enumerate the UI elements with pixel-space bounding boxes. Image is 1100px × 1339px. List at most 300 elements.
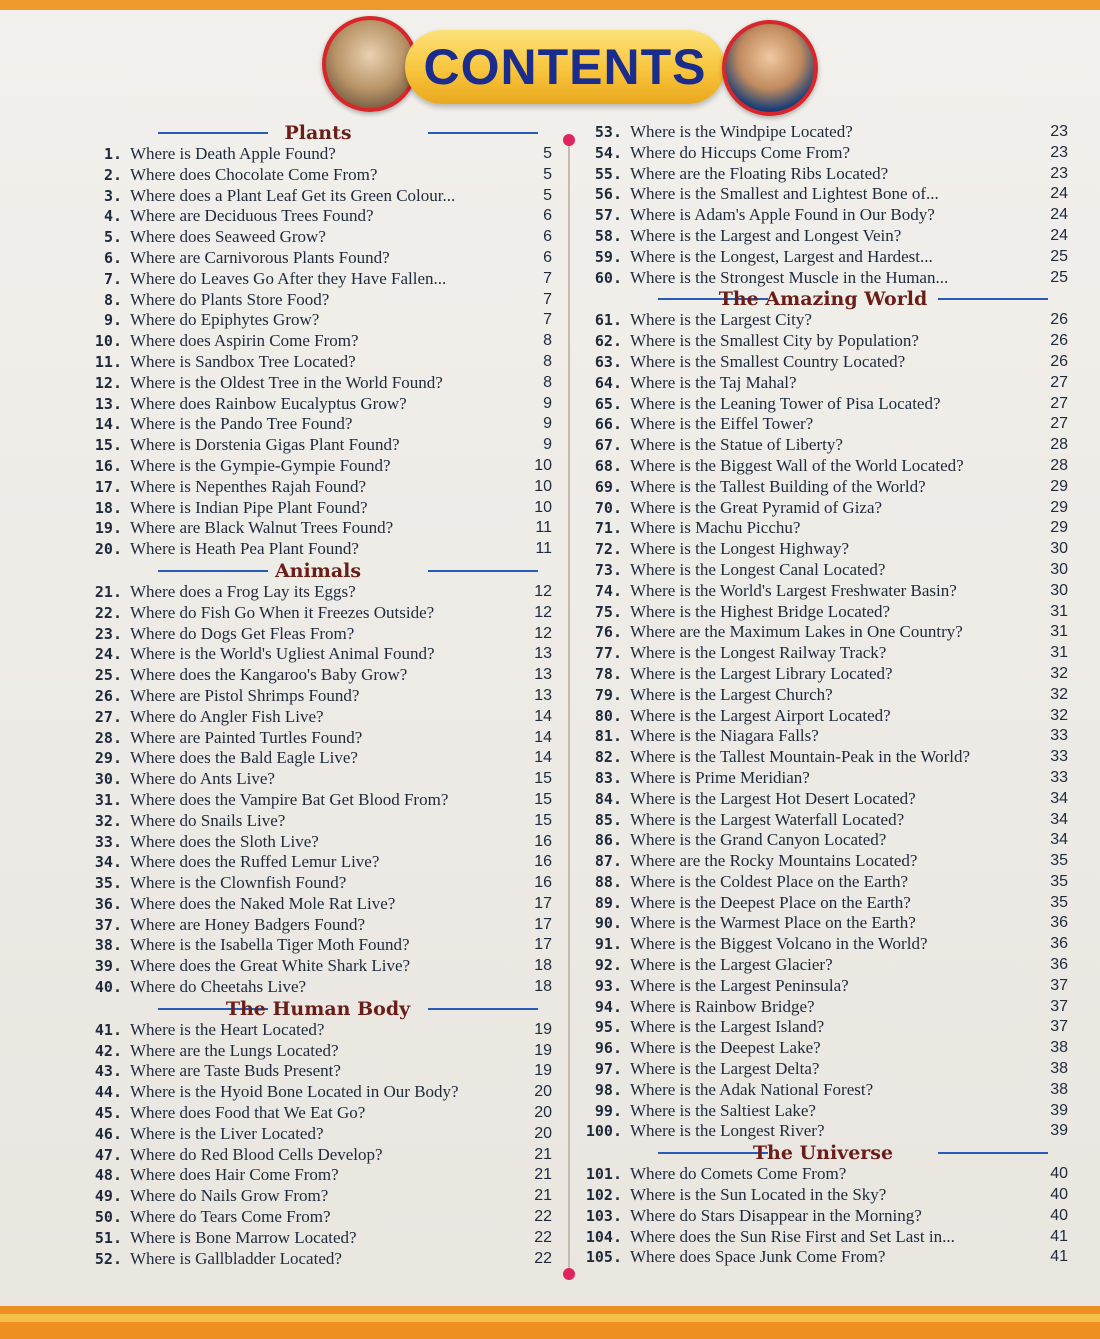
entry-number: 38. [94, 936, 122, 955]
entry-number: 72. [594, 540, 622, 559]
entry-number: 30. [94, 770, 122, 789]
toc-entry [578, 539, 1068, 560]
entry-list [78, 144, 558, 560]
top-border-band [0, 0, 1100, 10]
entry-question: Where is the Largest City? [630, 310, 812, 330]
entry-question: Where does the Vampire Bat Get Blood From? [130, 789, 449, 809]
entry-number: 81. [594, 727, 622, 746]
entry-question: Where do Hiccups Come From? [630, 142, 850, 162]
toc-entry [78, 707, 558, 728]
entry-number: 65. [594, 394, 622, 413]
entry-number: 88. [594, 872, 622, 891]
man-in-suit-portrait-image [722, 20, 818, 116]
entry-page-number: 32 [1050, 685, 1068, 703]
entry-question: Where does the Naked Mole Rat Live? [130, 893, 396, 913]
entry-question: Where is the Longest River? [630, 1121, 825, 1141]
entry-number: 11. [94, 352, 122, 371]
toc-entry [578, 934, 1068, 955]
entry-question: Where is Adam's Apple Found in Our Body? [630, 205, 935, 225]
toc-entry [578, 164, 1068, 185]
entry-page-number: 13 [534, 666, 552, 684]
entry-question: Where do Nails Grow From? [130, 1186, 329, 1206]
toc-entry [78, 582, 558, 603]
entry-page-number: 5 [543, 186, 552, 204]
entry-number: 17. [94, 477, 122, 496]
toc-entry [78, 477, 558, 498]
entry-page-number: 41 [1050, 1248, 1068, 1266]
toc-entry [78, 665, 558, 686]
entry-page-number: 7 [543, 269, 552, 287]
toc-entry [578, 352, 1068, 373]
entry-page-number: 27 [1050, 415, 1068, 433]
entry-page-number: 15 [534, 790, 552, 808]
entry-question: Where is the World's Ugliest Animal Found? [130, 644, 435, 664]
entry-number: 64. [594, 373, 622, 392]
entry-question: Where is the Pando Tree Found? [130, 414, 353, 434]
entry-number: 14. [94, 415, 122, 434]
entry-question: Where is the Longest Railway Track? [630, 643, 887, 663]
section-title: Plants [284, 122, 352, 144]
entry-page-number: 29 [1050, 498, 1068, 516]
entry-question: Where are the Rocky Mountains Located? [630, 851, 918, 871]
toc-entry [578, 913, 1068, 934]
toc-entry [78, 852, 558, 873]
toc-entry [78, 539, 558, 560]
entry-page-number: 11 [535, 540, 552, 558]
entry-page-number: 26 [1050, 352, 1068, 370]
entry-number: 66. [594, 415, 622, 434]
entry-number: 8. [103, 290, 122, 309]
toc-entry [78, 227, 558, 248]
entry-page-number: 33 [1050, 768, 1068, 786]
toc-entry [78, 498, 558, 519]
toc-entry [78, 310, 558, 331]
entry-page-number: 7 [543, 311, 552, 329]
entry-number: 20. [94, 540, 122, 559]
toc-entry [578, 581, 1068, 602]
entry-number: 70. [594, 498, 622, 517]
toc-entry [78, 1228, 558, 1249]
section-title: The Universe [752, 1142, 894, 1165]
entry-page-number: 22 [534, 1249, 552, 1267]
toc-entry [578, 331, 1068, 352]
entry-number: 79. [594, 685, 622, 704]
entry-question: Where do Plants Store Food? [130, 289, 330, 309]
entry-number: 80. [594, 706, 622, 725]
entry-question: Where are Deciduous Trees Found? [130, 206, 374, 226]
toc-entry [578, 1080, 1068, 1101]
toc-entry [578, 997, 1068, 1018]
toc-entry [78, 269, 558, 290]
entry-number: 57. [594, 206, 622, 225]
entry-page-number: 36 [1050, 914, 1068, 932]
entry-question: Where is the Coldest Place on the Earth? [630, 871, 909, 891]
entry-question: Where is the Liver Located? [130, 1123, 324, 1143]
section-title: Animals [274, 559, 362, 582]
entry-page-number: 14 [534, 728, 552, 746]
toc-entry [78, 832, 558, 853]
entry-number: 85. [594, 810, 622, 829]
entry-question: Where is the Largest Delta? [630, 1059, 820, 1079]
entry-number: 10. [94, 332, 122, 351]
toc-entry [578, 435, 1068, 456]
toc-entry [578, 560, 1068, 581]
entry-number: 68. [594, 456, 622, 475]
page-title: CONTENTS [423, 39, 707, 95]
entry-number: 31. [94, 790, 122, 809]
entry-number: 71. [594, 519, 622, 538]
entry-page-number: 40 [1050, 1186, 1068, 1204]
entry-question: Where is the Largest and Longest Vein? [630, 225, 902, 245]
toc-entry [578, 184, 1068, 205]
toc-entry [78, 956, 558, 977]
entry-page-number: 39 [1050, 1122, 1068, 1140]
toc-entry [78, 686, 558, 707]
entry-number: 58. [594, 226, 622, 245]
contents-body [78, 122, 1068, 1302]
entry-question: Where is the Biggest Wall of the World Located? [630, 455, 964, 475]
entry-page-number: 14 [534, 749, 552, 767]
entry-question: Where is the Tallest Mountain-Peak in the World? [630, 747, 971, 767]
entry-question: Where is Heath Pea Plant Found? [130, 539, 359, 559]
toc-entry [578, 143, 1068, 164]
entry-question: Where does the Kangaroo's Baby Grow? [130, 665, 408, 685]
entry-number: 83. [594, 768, 622, 787]
toc-entry [578, 1059, 1068, 1080]
entry-question: Where do Stars Disappear in the Morning? [630, 1205, 922, 1225]
entry-number: 29. [94, 749, 122, 768]
entry-page-number: 31 [1050, 644, 1068, 662]
entry-page-number: 37 [1050, 1018, 1068, 1036]
entry-page-number: 7 [543, 290, 552, 308]
entry-question: Where does the Sun Rise First and Set Last in... [630, 1226, 955, 1246]
bearded-man-portrait-image [322, 16, 418, 112]
entry-page-number: 12 [534, 582, 552, 600]
entry-number: 89. [594, 893, 622, 912]
entry-question: Where does Aspirin Come From? [130, 331, 359, 351]
entry-page-number: 34 [1050, 810, 1068, 828]
toc-entry [578, 247, 1068, 268]
toc-entry [578, 268, 1068, 289]
entry-page-number: 38 [1050, 1039, 1068, 1057]
entry-page-number: 24 [1050, 206, 1068, 224]
entry-number: 5. [103, 228, 122, 247]
entry-question: Where is the Deepest Place on the Earth? [630, 892, 911, 912]
entry-number: 76. [594, 623, 622, 642]
entry-page-number: 10 [534, 477, 552, 495]
entry-question: Where is the Hyoid Bone Located in Our Body? [130, 1082, 459, 1102]
toc-entry [78, 935, 558, 956]
toc-entry [78, 290, 558, 311]
toc-entry [578, 602, 1068, 623]
toc-entry [578, 810, 1068, 831]
toc-entry [578, 643, 1068, 664]
entry-question: Where is the Biggest Volcano in the World? [630, 934, 928, 954]
entry-question: Where is Machu Picchu? [630, 518, 801, 538]
entry-number: 100. [585, 1122, 622, 1141]
entry-question: Where is Dorstenia Gigas Plant Found? [130, 435, 400, 455]
entry-question: Where is the Great Pyramid of Giza? [630, 497, 883, 517]
toc-entry [78, 331, 558, 352]
toc-entry [78, 1145, 558, 1166]
entry-question: Where is the Largest Hot Desert Located? [630, 788, 916, 808]
entry-number: 27. [94, 707, 122, 726]
title-banner [405, 30, 725, 104]
entry-question: Where does Seaweed Grow? [130, 227, 326, 247]
entry-question: Where is the Niagara Falls? [630, 726, 819, 746]
entry-number: 104. [585, 1227, 622, 1246]
divider-dot-top [563, 134, 575, 146]
entry-question: Where does a Plant Leaf Get its Green Colour... [130, 185, 456, 205]
entry-question: Where is Death Apple Found? [130, 144, 336, 163]
entry-page-number: 9 [543, 415, 552, 433]
entry-question: Where is Nepenthes Rajah Found? [130, 476, 367, 496]
section-heading [78, 122, 558, 144]
entry-page-number: 20 [534, 1083, 552, 1101]
entry-question: Where do Snails Live? [130, 810, 286, 830]
entry-page-number: 31 [1050, 623, 1068, 641]
entry-page-number: 39 [1050, 1101, 1068, 1119]
entry-page-number: 24 [1050, 226, 1068, 244]
toc-entry [78, 1124, 558, 1145]
toc-entry [78, 769, 558, 790]
entry-page-number: 23 [1050, 143, 1068, 161]
entry-question: Where does the Ruffed Lemur Live? [130, 852, 380, 872]
entry-page-number: 41 [1050, 1227, 1068, 1245]
entry-number: 98. [594, 1080, 622, 1099]
entry-question: Where do Angler Fish Live? [130, 706, 324, 726]
toc-entry [578, 1227, 1068, 1248]
toc-entry [78, 248, 558, 269]
entry-number: 4. [103, 207, 122, 226]
entry-question: Where is the World's Largest Freshwater Basin? [630, 580, 957, 600]
entry-page-number: 6 [543, 248, 552, 266]
entry-number: 46. [94, 1124, 122, 1143]
toc-entry [578, 685, 1068, 706]
entry-number: 53. [594, 123, 622, 141]
entry-question: Where does Rainbow Eucalyptus Grow? [130, 393, 407, 413]
entry-page-number: 5 [543, 165, 552, 183]
entry-page-number: 36 [1050, 935, 1068, 953]
entry-number: 90. [594, 914, 622, 933]
entry-number: 34. [94, 853, 122, 872]
right-column [578, 122, 1068, 1268]
entry-page-number: 17 [534, 936, 552, 954]
entry-question: Where is the Largest Island? [630, 1017, 825, 1037]
entry-number: 1. [103, 145, 122, 163]
entry-question: Where do Tears Come From? [130, 1207, 331, 1227]
toc-entry [78, 748, 558, 769]
toc-entry [578, 768, 1068, 789]
entry-page-number: 15 [534, 811, 552, 829]
section-heading [578, 1142, 1068, 1164]
entry-number: 6. [103, 248, 122, 267]
toc-entry [78, 373, 558, 394]
entry-number: 49. [94, 1187, 122, 1206]
entry-page-number: 30 [1050, 540, 1068, 558]
entry-page-number: 35 [1050, 893, 1068, 911]
entry-question: Where is the Largest Airport Located? [630, 705, 891, 725]
toc-entry [578, 1101, 1068, 1122]
entry-question: Where do Dogs Get Fleas From? [130, 623, 355, 643]
entry-page-number: 26 [1050, 311, 1068, 329]
entry-question: Where is Prime Meridian? [630, 767, 810, 787]
entry-page-number: 19 [534, 1020, 552, 1038]
entry-question: Where is the Strongest Muscle in the Human... [630, 267, 949, 287]
entry-list [578, 1164, 1068, 1268]
entry-page-number: 34 [1050, 831, 1068, 849]
entry-question: Where do Ants Live? [130, 769, 275, 789]
entry-number: 75. [594, 602, 622, 621]
toc-entry [78, 1061, 558, 1082]
entry-number: 62. [594, 332, 622, 351]
toc-entry [78, 811, 558, 832]
toc-entry [578, 789, 1068, 810]
entry-question: Where is the Eiffel Tower? [630, 414, 814, 434]
entry-question: Where does the Sloth Live? [130, 831, 319, 851]
toc-entry [78, 603, 558, 624]
entry-question: Where does Space Junk Come From? [630, 1247, 886, 1267]
toc-entry [78, 1020, 558, 1041]
toc-entry [578, 456, 1068, 477]
entry-page-number: 18 [534, 957, 552, 975]
entry-page-number: 9 [543, 436, 552, 454]
entry-number: 99. [594, 1101, 622, 1120]
entry-page-number: 20 [534, 1124, 552, 1142]
toc-entry [78, 518, 558, 539]
entry-number: 19. [94, 519, 122, 538]
entry-page-number: 10 [534, 498, 552, 516]
entry-number: 93. [594, 976, 622, 995]
entry-page-number: 13 [534, 645, 552, 663]
entry-question: Where is the Longest, Largest and Hardest... [630, 246, 933, 266]
section-title: The Amazing World [718, 288, 928, 311]
toc-entry [578, 747, 1068, 768]
entry-page-number: 30 [1050, 581, 1068, 599]
entry-question: Where is the Highest Bridge Located? [630, 601, 891, 621]
entry-number: 24. [94, 645, 122, 664]
entry-page-number: 16 [534, 832, 552, 850]
toc-entry [78, 352, 558, 373]
entry-number: 21. [94, 582, 122, 601]
entry-question: Where is the Largest Glacier? [630, 955, 833, 975]
toc-entry [578, 976, 1068, 997]
toc-entry [78, 1103, 558, 1124]
entry-page-number: 21 [534, 1145, 552, 1163]
entry-number: 101. [585, 1165, 622, 1184]
toc-entry [78, 456, 558, 477]
entry-question: Where are Taste Buds Present? [130, 1061, 341, 1081]
section-heading [78, 998, 558, 1020]
entry-number: 61. [594, 311, 622, 330]
entry-page-number: 28 [1050, 436, 1068, 454]
entry-list [78, 1020, 558, 1270]
entry-list [78, 582, 558, 998]
entry-number: 47. [94, 1145, 122, 1164]
entry-page-number: 10 [534, 456, 552, 474]
entry-page-number: 31 [1050, 602, 1068, 620]
toc-entry [78, 165, 558, 186]
entry-page-number: 8 [543, 373, 552, 391]
entry-number: 26. [94, 686, 122, 705]
entry-question: Where are the Maximum Lakes in One Country? [630, 622, 963, 642]
bottom-border-band [0, 1306, 1100, 1339]
entry-question: Where is the Grand Canyon Located? [630, 830, 887, 850]
entry-page-number: 23 [1050, 123, 1068, 140]
toc-entry [578, 1247, 1068, 1268]
entry-page-number: 34 [1050, 789, 1068, 807]
entry-number: 25. [94, 666, 122, 685]
entry-number: 37. [94, 915, 122, 934]
entry-number: 13. [94, 394, 122, 413]
toc-entry [578, 414, 1068, 435]
entry-number: 7. [103, 269, 122, 288]
entry-question: Where are the Floating Ribs Located? [630, 163, 889, 183]
toc-entry [78, 206, 558, 227]
toc-entry [78, 624, 558, 645]
entry-question: Where is the Sun Located in the Sky? [630, 1185, 887, 1205]
entry-page-number: 19 [534, 1041, 552, 1059]
toc-entry [578, 373, 1068, 394]
entry-page-number: 27 [1050, 394, 1068, 412]
entry-page-number: 14 [534, 707, 552, 725]
entry-page-number: 8 [543, 352, 552, 370]
entry-page-number: 27 [1050, 373, 1068, 391]
entry-list [578, 310, 1068, 1142]
entry-page-number: 25 [1050, 268, 1068, 286]
entry-number: 42. [94, 1041, 122, 1060]
entry-question: Where is the Isabella Tiger Moth Found? [130, 935, 410, 955]
toc-entry [578, 205, 1068, 226]
entry-number: 55. [594, 164, 622, 183]
toc-entry [78, 435, 558, 456]
entry-number: 39. [94, 957, 122, 976]
entry-page-number: 6 [543, 207, 552, 225]
entry-page-number: 28 [1050, 456, 1068, 474]
entry-page-number: 24 [1050, 185, 1068, 203]
toc-entry [78, 186, 558, 207]
entry-question: Where does Chocolate Come From? [130, 164, 378, 184]
entry-number: 73. [594, 560, 622, 579]
entry-page-number: 6 [543, 228, 552, 246]
entry-number: 67. [594, 436, 622, 455]
entry-number: 74. [594, 581, 622, 600]
section-heading [578, 288, 1068, 310]
toc-entry [578, 1164, 1068, 1185]
entry-number: 28. [94, 728, 122, 747]
entry-number: 69. [594, 477, 622, 496]
entry-question: Where is the Taj Mahal? [630, 372, 797, 392]
entry-question: Where do Fish Go When it Freezes Outside? [130, 602, 435, 622]
entry-question: Where is the Adak National Forest? [630, 1079, 874, 1099]
toc-entry [578, 622, 1068, 643]
entry-question: Where is the Statue of Liberty? [630, 435, 843, 455]
entry-question: Where is Sandbox Tree Located? [130, 351, 356, 371]
toc-entry [578, 498, 1068, 519]
toc-entry [578, 477, 1068, 498]
toc-entry [78, 790, 558, 811]
entry-number: 45. [94, 1104, 122, 1123]
toc-entry [578, 122, 1068, 143]
section-heading [78, 560, 558, 582]
entry-question: Where is the Tallest Building of the World? [630, 476, 926, 496]
entry-question: Where is the Smallest and Lightest Bone of... [630, 184, 939, 204]
entry-page-number: 33 [1050, 748, 1068, 766]
toc-entry [78, 394, 558, 415]
entry-page-number: 22 [534, 1228, 552, 1246]
toc-entry [578, 726, 1068, 747]
entry-number: 12. [94, 373, 122, 392]
